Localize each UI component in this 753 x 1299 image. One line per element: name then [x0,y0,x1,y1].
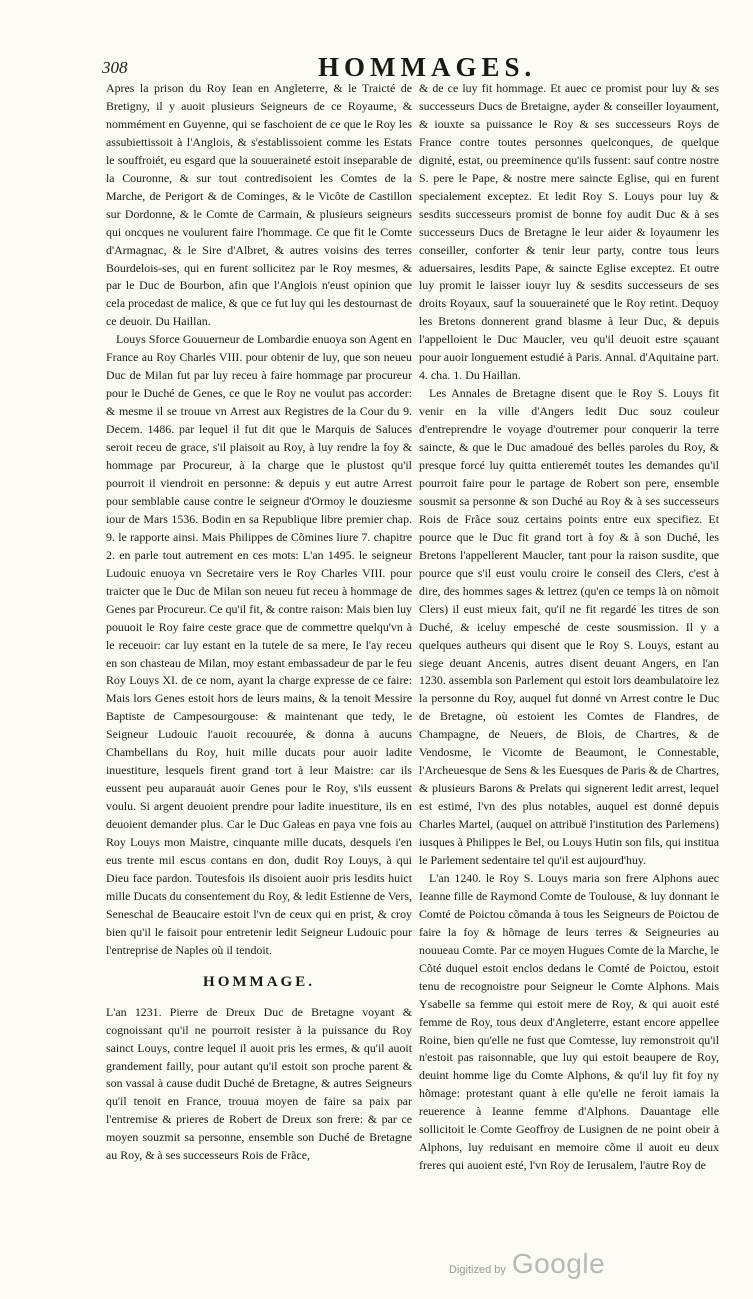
paragraph: & de ce luy fit hommage. Et auec ce promist pour luy & ses successeurs Ducs de Bretaigne, ayder & conseiller loyaument, & iouxte sa puissance le Roy & ses successeurs Roys de France contre toutes personnes quelconques, de quelque dignité, estat, ou preeminence qu'ils fussent: sauf contre nostre S. pere le Pape, & nostre mere saincte Eglise, qui en furent specialement exceptez. Et ledit Roy S. Louys pour luy & sesdits successeurs promist de bonne foy audit Duc & à ses successeurs Ducs de Bretagne le leur aider & loyaumenr les conseiller, conforter & tenir leur party, contre tous leurs aduersaires, lesdits Pape, & saincte Eglise exceptez. Et outre luy promit le laisser iouyr luy & sesdits successeurs de ses droits Royaux, sauf la souueraineté que le Roy retint. Dequoy les Bretons donnerent grand blasme à leur Duc, & depuis l'appelloient le Duc Maucler, veu qu'il deuoit estre sçauant pour auoir longuement estudié à Paris. Annal. d'Aquitaine part. 4. cha. 1. Du Haillan. [419,81,719,383]
paragraph: Louys Sforce Gouuerneur de Lombardie enuoya son Agent en France au Roy Charles VIII. pour obtenir de luy, que son neueu Duc de Milan fut par luy receu à faire hommage par procureur pour le Duché de Genes, ce que le Roy ne voulut pas accorder: & mesme il se trouue vn Arrest aux Registres de la Cour du 9. Decem. 1486. par lequel il fut dit que le Marquis de Saluces seroit receu de grace, s'il plaisoit au Roy, à luy rendre la foy & hommage par Procureur, à la charge que le plustost qu'il pourroit il viendroit en personne: & depuis y eut autre Arrest pour semblable cause contre le seigneur d'Ormoy le douziesme iour de Mars 1536. Bodin en sa Republique libre premier chap. 9. le rapporte ainsi. Mais Philippes de Cõmines liure 7. chapitre 2. en parle tout autrement en ces mots: L'an 1495. le seigneur Ludouic enuoya vn Secretaire vers le Roy Charles VIII. pour traicter que le Duc de Milan son neueu fut receu à hommage de Genes par Procureur. Ce qu'il fit, & contre raison: Mais bien luy pouuoit le Roy faire ceste grace que de commettre quelqu'vn à le receuoir: car luy estant en la tutele de sa mere, Ie l'ay receu en son chasteau de Milan, moy estant embassadeur de par le feu Roy Louys XI. de ce nom, ayant la charge expresse de ce faire: Mais lors Genes estoit hors de leurs mains, & la tenoit Messire Baptiste de Campesourgouse: & maintenant que tedy, le Seigneur Ludouic l'auoit recouurée, & donna à aucuns Chambellans du Roy, huit mille ducats pour auoir ladite inuestiture, lesquels firent grand tort à leur Maistre: car ils eussent peu auparauát auoir Genes pour le Roy, s'ils eussent voulu. Si argent deuoient prendre pour ladite inuestiture, ils en deuoient demander plus. Car le Duc Galeas en paya vne fois au Roy Louys mon Maistre, cinquante mille ducats, desquels i'en eus trente mil escus contans en don, dudit Roy Louys, à qui Dieu face pardon. Toutesfois ils disoient auoir pris lesdits huict mille Ducats du consentement du Roy, & ledit Estienne de Vers, Seneschal de Beaucaire estoit l'vn de ceux qui en prist, & croy bien qu'il le faisoit pour entretenir ledit Seigneur Ludouic pour l'entreprise de Naples où il tendoit. [106,332,412,957]
running-head: HOMMAGES. [318,52,537,82]
google-logo: Google [511,1248,606,1279]
digitized-by-label: Digitized by [449,1264,506,1276]
paragraph: Les Annales de Bretagne disent que le Roy S. Louys fit venir en la ville d'Angers ledit Duc souz couleur d'entreprendre le voyage d'outremer pour conquerir la terre saincte, & que le Duc amadoué des belles paroles du Roy, & presque forcé luy quitta entieremét toutes les demandes qu'il pourroit faire pour le partage de Robert son pere, ensemble sousmit sa personne & son Duché au Roy & à ses successeurs Rois de Frãce souz certains points entre eux specifiez. Et pource que le Duc fit grand tort à foy & à son Duché, les Bretons l'appellerent Maucler, tant pour la raison susdite, que pource que s'il eust voulu croire le conseil des Clers, c'est à dire, des hommes sages & lettrez (qu'en ce temps là on nõmoit Clers) il eust mieux fait, qu'il ne fit regardé les titres de son Duché, & iceluy empesché de ceste sousmission. Il y a quelques autheurs qui disent que le Roy S. Louys, estant au siege deuant Ancenis, autres disent deuant Angers, en l'an 1230. assembla son Parlement qui estoit lors deambulatoire lez la personne du Roy, auquel fut donné vn Arrest contre le Duc de Bretagne, où estoient les Comtes de Flandres, de Champagne, de Neuers, de Blois, de Chartres, & de Vendosme, le Vicomte de Beaumont, le Connestable, l'Archeuesque de Sens & les Euesques de Paris & de Chartres, & plusieurs Barons & Prelats qui signerent ledit arrest, lequel est estimé, l'vn des plus notables, auquel est donné depuis Charles Martel, (auquel on attribuë l'institution des Parlemens) iusques à Philippes le Bel, ou Louys Hutin son fils, qui institua le Parlement sedentaire tel qu'il est aujourd'huy. [419,386,719,867]
paragraph: Apres la prison du Roy Iean en Angleterre, & le Traicté de Bretigny, il y auoit plusieurs Seigneurs de ce Royaume, & nommément en Guyenne, qui se faschoient de ce que le Roy les assubiettissoit à l'Anglois, & s'establissoient comme les Estats le souffroiét, eu esgard que la souueraineté estoit inseparable de la Couronne, & sur tout contredisoient les Comtes de la Marche, de Perigort & de Cominges, & le Vicôte de Castillon sur Dordonne, & le Comte de Carmain, & plusieurs seigneurs qui oncques ne voulurent faire l'hommage. Ce que fit le Comte d'Armagnac, & le Sire d'Albret, & autres voisins des terres Bourdelois-ses, qui en furent sollicitez par le Roy mesmes, & par le Duc de Bourbon, afin que l'Anglois n'eust opinion que cela procedast de malice, & que ce fut luy qui les destournast de ce deuoir. Du Haillan. [106,81,412,329]
left-column [106,80,412,1165]
paragraph: L'an 1231. Pierre de Dreux Duc de Bretagne voyant & cognoissant qu'il ne pourroit resister à la puissance du Roy sainct Louys, contre lequel il auoit pris les ermes, & qu'il auoit grandement failly, pour autant qu'il estoit son proche parent & son vassal à cause dudit Duché de Bretagne, & autres Seigneurs qu'il tenoit en France, trouua moyen de faire sa paix par l'entremise & prieres de Robert de Dreux son frere: & par ce moyen souzmit sa personne, ensemble son Duché de Bretagne au Roy, & à ses successeurs Rois de Frãce, [106,1004,412,1163]
paragraph: L'an 1240. le Roy S. Louys maria son frere Alphons auec Ieanne fille de Raymond Comte de Toulouse, & luy donnant le Comté de Poictou cõmanda à tous les Seigneurs de Poictou de faire la foy & hõmage de leurs terres & Seigneuries au nouueau Comte. Par ce moyen Hugues Comte de la Marche, le Cõté duquel estoit enclos dedans le Comté de Poictou, estoit tenu de recognoistre pour Seigneur le Comte Alphons. Mais Ysabelle sa femme qui estoit mere de Roy, & qui auoit esté femme de Roy, tous deux d'Angleterre, estant encore appellee Roine, bien qu'elle ne fust que Comtesse, luy remonstroit qu'il n'estoit pas raisonnable, que luy qui estoit beaupere de Roy, deuint homme lige du Comte Alphons, & qu'il luy fit foy ny hõmage: protestant quant à elle qu'elle ne feroit iamais la reuerence à Ieanne femme d'Alphons. Dauantage elle sollicitoit le Comte Geoffroy de Lusignen de ne point obeir à Alphons, luy reduisant en memoire cõme il auoit eu deux freres qui auoient esté, l'vn Roy de Ierusalem, l'autre Roy de [419,870,719,1173]
page-number: 308 [102,58,128,77]
section-heading: HOMMAGE. [203,973,315,990]
right-column [419,80,719,1175]
digitized-watermark [449,1248,605,1280]
